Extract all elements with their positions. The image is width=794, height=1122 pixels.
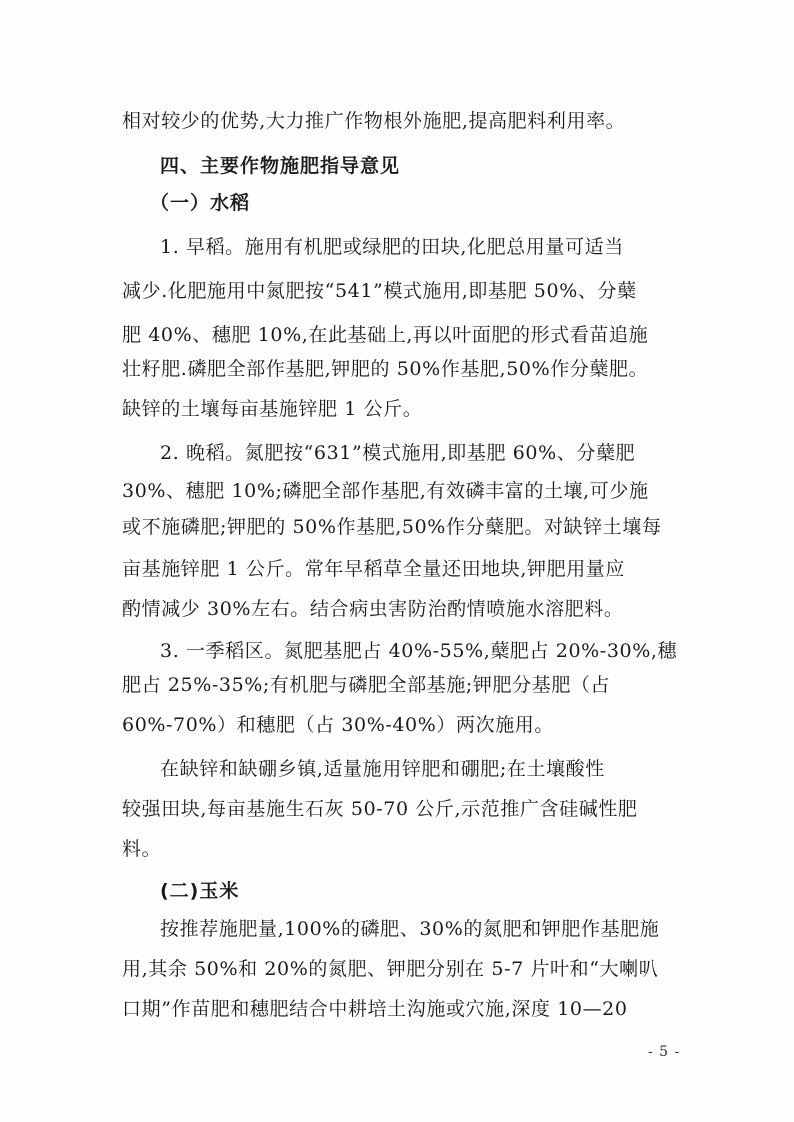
paragraph-line: 或不施磷肥;钾肥的 50%作基肥,50%作分蘖肥。对缺锌土壤每 bbox=[122, 516, 662, 538]
paragraph-line: 60%-70%）和穗肥（占 30%-40%）两次施用。 bbox=[122, 714, 555, 736]
page-number: - 5 - bbox=[648, 1044, 681, 1060]
paragraph-line: 酌情减少 30%左右。结合病虫害防治酌情喷施水溶肥料。 bbox=[122, 598, 624, 620]
subsection-heading-rice: （一）水稻 bbox=[150, 192, 251, 214]
paragraph-line: 按推荐施肥量,100%的磷肥、30%的氮肥和钾肥作基肥施 bbox=[160, 918, 660, 940]
paragraph-line: 较强田块,每亩基施生石灰 50-70 公斤,示范推广含硅碱性肥 bbox=[122, 798, 638, 820]
paragraph-line: 肥占 25%-35%;有机肥与磷肥全部基施;钾肥分基肥（占 bbox=[122, 674, 611, 696]
paragraph-line: 壮籽肥.磷肥全部作基肥,钾肥的 50%作基肥,50%作分蘖肥。 bbox=[122, 358, 649, 380]
section-heading: 四、主要作物施肥指导意见 bbox=[160, 155, 401, 177]
paragraph-line: 口期”作苗肥和穗肥结合中耕培土沟施或穴施,深度 10—20 bbox=[122, 998, 628, 1020]
paragraph-line: 相对较少的优势,大力推广作物根外施肥,提高肥料利用率。 bbox=[122, 110, 626, 132]
paragraph-line: 减少.化肥施用中氮肥按“541”模式施用,即基肥 50%、分蘖 bbox=[122, 280, 637, 302]
paragraph-line: 亩基施锌肥 1 公斤。常年早稻草全量还田地块,钾肥用量应 bbox=[122, 558, 626, 580]
paragraph-line: 料。 bbox=[122, 838, 162, 860]
paragraph-line: 缺锌的土壤每亩基施锌肥 1 公斤。 bbox=[122, 398, 423, 420]
paragraph-line: 3. 一季稻区。氮肥基肥占 40%-55%,蘖肥占 20%-30%,穗 bbox=[160, 640, 678, 662]
paragraph-line: 在缺锌和缺硼乡镇,适量施用锌肥和硼肥;在土壤酸性 bbox=[160, 758, 605, 780]
paragraph-line: 2. 晚稻。氮肥按“631”模式施用,即基肥 60%、分蘖肥 bbox=[160, 442, 636, 464]
paragraph-line: 30%、穗肥 10%;磷肥全部作基肥,有效磷丰富的土壤,可少施 bbox=[122, 480, 649, 502]
paragraph-line: 用,其余 50%和 20%的氮肥、钾肥分别在 5-7 片叶和“大喇叭 bbox=[122, 958, 659, 980]
paragraph-line: 1. 早稻。施用有机肥或绿肥的田块,化肥总用量可适当 bbox=[160, 236, 624, 258]
paragraph-line: 肥 40%、穗肥 10%,在此基础上,再以叶面肥的形式看苗追施 bbox=[122, 324, 649, 346]
subsection-heading-corn: (二)玉米 bbox=[160, 880, 240, 902]
